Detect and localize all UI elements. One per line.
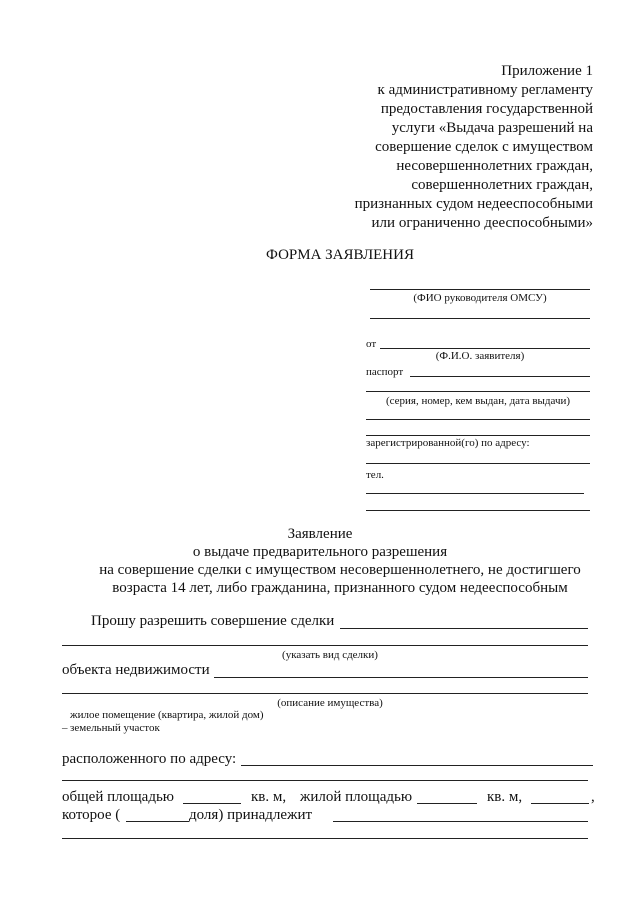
address-field[interactable] — [366, 463, 590, 464]
deal-type-field-2[interactable] — [62, 645, 588, 646]
appendix-line: к административному регламенту — [377, 82, 593, 98]
address-label: расположенного по адресу: — [62, 751, 237, 767]
passport-field[interactable] — [410, 376, 590, 377]
area-total-label: общей площадью — [62, 789, 175, 805]
statement-line-4: возраста 14 лет, либо гражданина, признанного судом недееспособным — [112, 580, 568, 596]
sq-m-label-2: кв. м, — [487, 789, 523, 805]
applicant-caption: (Ф.И.О. заявителя) — [435, 350, 525, 362]
living-area-label: жилой площадью — [300, 789, 413, 805]
phone-label: тел. — [366, 469, 384, 481]
option-residential[interactable] — [62, 709, 264, 722]
property-field[interactable] — [214, 677, 588, 678]
head-name-field[interactable] — [370, 289, 590, 290]
option-land-label: земельный участок — [70, 722, 160, 734]
appendix-line: или ограниченно дееспособными» — [371, 215, 593, 231]
request-label: Прошу разрешить совершение сделки — [91, 613, 335, 629]
appendix-line: несовершеннолетних граждан, — [396, 158, 593, 174]
appendix-line: совершение сделок с имуществом — [375, 139, 593, 155]
comma: , — [591, 789, 595, 805]
total-area-field[interactable] — [183, 803, 241, 804]
phone-field-2[interactable] — [366, 510, 590, 511]
appendix-line: услуги «Выдача разрешений на — [391, 120, 593, 136]
appendix-line: признанных судом недееспособными — [354, 196, 593, 212]
from-label: от — [366, 338, 377, 350]
share-field[interactable] — [126, 821, 189, 822]
share-which: которое ( — [62, 807, 121, 823]
extra-area-field[interactable] — [531, 803, 589, 804]
appendix-block — [233, 62, 593, 233]
registered-label: зарегистрированной(го) по адресу: — [366, 437, 530, 449]
property-field-2[interactable] — [62, 693, 588, 694]
option-land[interactable] — [62, 722, 160, 735]
form-title: ФОРМА ЗАЯВЛЕНИЯ — [266, 247, 414, 263]
head-name-field-2[interactable] — [370, 318, 590, 319]
property-caption: (описание имущества) — [277, 697, 383, 709]
sq-m-label-1: кв. м, — [251, 789, 287, 805]
passport-label: паспорт — [366, 366, 404, 378]
owner-field[interactable] — [333, 821, 588, 822]
head-caption: (ФИО руководителя ОМСУ) — [413, 292, 547, 304]
deal-type-field[interactable] — [340, 628, 588, 629]
phone-field[interactable] — [366, 493, 584, 494]
statement-line-3: на совершение сделки с имуществом несовершеннолетнего, не достигшего — [99, 562, 581, 578]
option-bullet: – — [62, 722, 68, 734]
appendix-line: предоставления государственной — [380, 101, 593, 117]
property-address-field[interactable] — [241, 765, 593, 766]
appendix-line: совершеннолетних граждан, — [411, 177, 593, 193]
owner-field-2[interactable] — [62, 838, 588, 839]
deal-caption: (указать вид сделки) — [282, 649, 378, 661]
property-address-field-2[interactable] — [62, 780, 588, 781]
living-area-field[interactable] — [417, 803, 477, 804]
applicant-name-field[interactable] — [380, 348, 590, 349]
passport-field-2[interactable] — [366, 391, 590, 392]
share-label: доля) принадлежит — [189, 807, 313, 823]
statement-subtitle: о выдаче предварительного разрешения — [192, 544, 448, 560]
property-label: объекта недвижимости — [62, 662, 210, 678]
passport-caption: (серия, номер, кем выдан, дата выдачи) — [385, 395, 571, 407]
appendix-line: Приложение 1 — [501, 63, 593, 79]
passport-field-3[interactable] — [366, 419, 590, 420]
option-residential-label: жилое помещение (квартира, жилой дом) — [70, 709, 264, 721]
passport-field-4[interactable] — [366, 435, 590, 436]
statement-title: Заявление — [287, 526, 353, 542]
